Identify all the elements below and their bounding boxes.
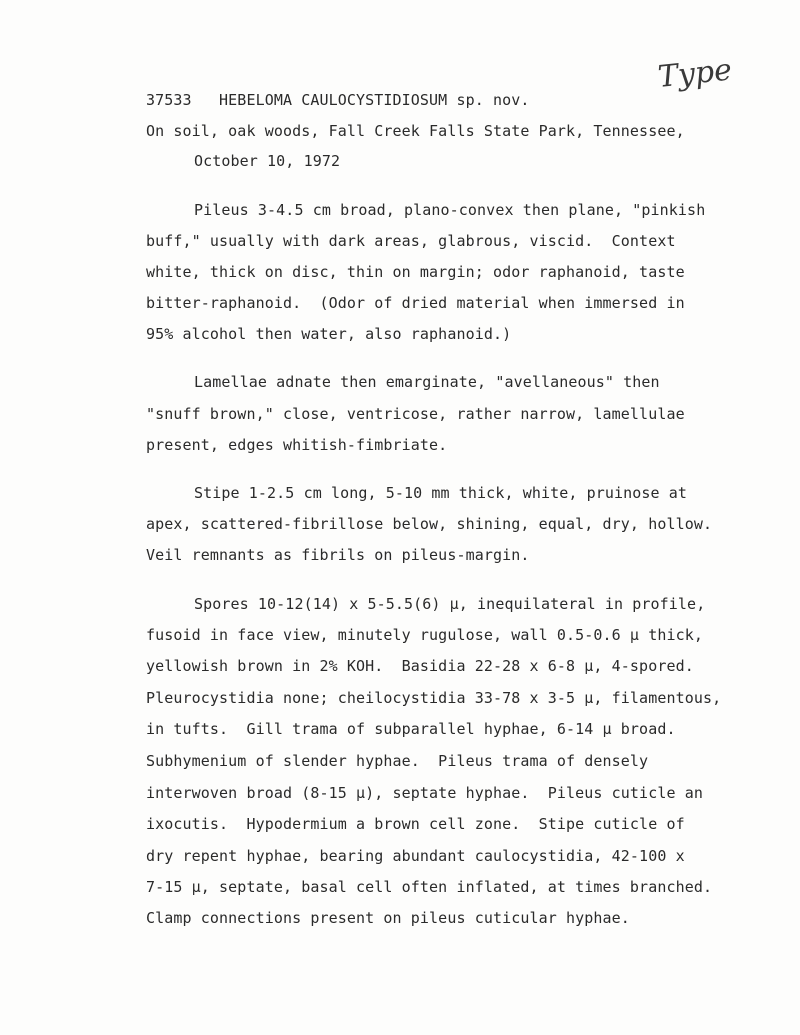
- locality-line: On soil, oak woods, Fall Creek Falls State Park, Tennessee,: [146, 122, 685, 140]
- accession-title-line: 37533 HEBELOMA CAULOCYSTIDIOSUM sp. nov.: [146, 91, 530, 109]
- spores-paragraph-line: Pleurocystidia none; cheilocystidia 33-78 x 3-5 μ, filamentous,: [146, 689, 722, 707]
- collection-date-line: October 10, 1972: [194, 152, 341, 170]
- spores-paragraph-line: Subhymenium of slender hyphae. Pileus trama of densely: [146, 752, 649, 770]
- pileus-paragraph-line: buff," usually with dark areas, glabrous, viscid. Context: [146, 232, 676, 250]
- spores-paragraph-line: Clamp connections present on pileus cuticular hyphae.: [146, 909, 630, 927]
- spores-paragraph-line: interwoven broad (8-15 μ), septate hyphae. Pileus cuticle an: [146, 784, 703, 802]
- spores-paragraph-line: in tufts. Gill trama of subparallel hyphae, 6-14 μ broad.: [146, 720, 676, 738]
- pileus-paragraph-line: Pileus 3-4.5 cm broad, plano-convex then plane, "pinkish: [194, 201, 706, 219]
- pileus-paragraph-line: bitter-raphanoid. (Odor of dried material when immersed in: [146, 294, 685, 312]
- handwritten-type-annotation: Type: [656, 52, 734, 95]
- spores-paragraph-line: yellowish brown in 2% KOH. Basidia 22-28 x 6-8 μ, 4-spored.: [146, 657, 694, 675]
- stipe-paragraph-line: apex, scattered-fibrillose below, shining, equal, dry, hollow.: [146, 515, 713, 533]
- pileus-paragraph-line: white, thick on disc, thin on margin; odor raphanoid, taste: [146, 263, 685, 281]
- spores-paragraph-line: 7-15 μ, septate, basal cell often inflated, at times branched.: [146, 878, 713, 896]
- lamellae-paragraph-line: "snuff brown," close, ventricose, rather narrow, lamellulae: [146, 405, 685, 423]
- spores-paragraph-line: dry repent hyphae, bearing abundant caulocystidia, 42-100 x: [146, 847, 685, 865]
- stipe-paragraph-line: Veil remnants as fibrils on pileus-margin.: [146, 546, 530, 564]
- lamellae-paragraph-line: present, edges whitish-fimbriate.: [146, 436, 448, 454]
- spores-paragraph-line: ixocutis. Hypodermium a brown cell zone. Stipe cuticle of: [146, 815, 685, 833]
- lamellae-paragraph-line: Lamellae adnate then emarginate, "avellaneous" then: [194, 373, 660, 391]
- spores-paragraph-line: Spores 10-12(14) x 5-5.5(6) μ, inequilateral in profile,: [194, 595, 706, 613]
- spores-paragraph-line: fusoid in face view, minutely rugulose, wall 0.5-0.6 μ thick,: [146, 626, 703, 644]
- pileus-paragraph-line: 95% alcohol then water, also raphanoid.): [146, 325, 512, 343]
- stipe-paragraph-line: Stipe 1-2.5 cm long, 5-10 mm thick, white, pruinose at: [194, 484, 688, 502]
